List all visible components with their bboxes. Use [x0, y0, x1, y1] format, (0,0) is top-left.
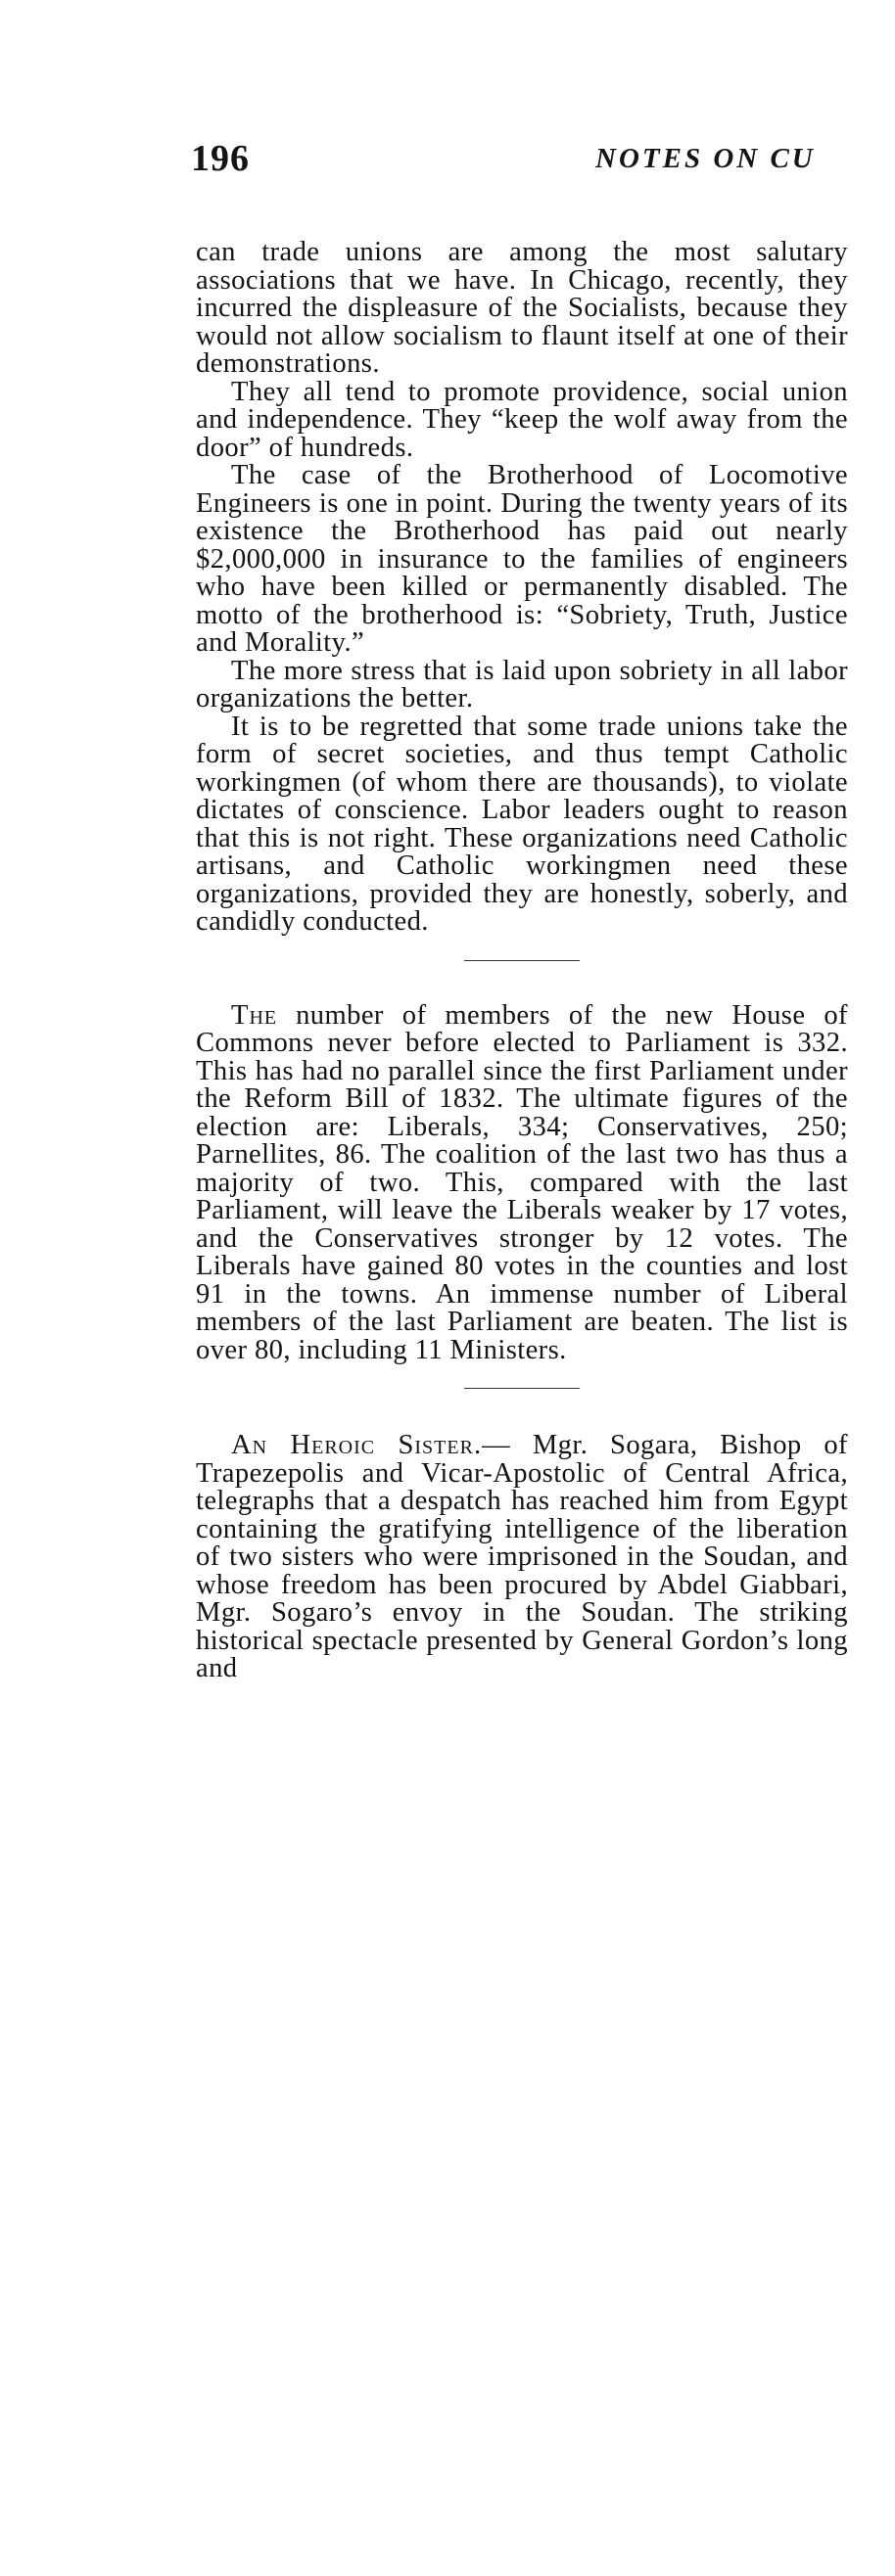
- section-divider: [464, 960, 580, 961]
- page-header: [191, 137, 895, 186]
- paragraph-providence: They all tend to promote providence, social union and independence. They “keep the wolf away from the door” of hundreds.: [196, 376, 848, 463]
- paragraph-sobriety: The more stress that is laid upon sobriety in all labor organizations the better.: [196, 655, 848, 713]
- paragraph-heroic-sister: [196, 1432, 848, 1683]
- text-column: [196, 239, 848, 1683]
- paragraph-trade-unions: can trade unions are among the most salutary associations that we have. In Chicago, recently, they incurred the displeasure of the Socialists, because they would not allow socialism to flaunt itself at one of their demonstrations.: [196, 237, 848, 379]
- running-head: NOTES ON CU: [595, 143, 816, 174]
- paragraph-brotherhood: The case of the Brotherhood of Locomotive Engineers is one in point. During the twenty years of its existence the Brotherhood has paid out nearly $2,000,000 in insurance to the families of engineers who have been killed or permanently disabled. The motto of the brotherhood is: “Sobriety, Truth, Justice and Morality.”: [196, 460, 848, 658]
- paragraph-text: — Mgr. Sogara, Bishop of Trapezepolis and Vicar-Apostolic of Central Africa, telegraphs that a despatch has reached him from Egypt containing the gratifying intelligence of the liberation of two sisters who were imprisoned in the Soudan, and whose freedom has been procured by Abdel Giabbari, Mgr. Sogaro’s envoy in the Soudan. The striking historical spectacle presented by General Gordon’s long and: [196, 1430, 848, 1683]
- lead-heading: An Heroic Sister.: [231, 1430, 483, 1460]
- section-divider: [464, 1388, 580, 1389]
- paragraph-secret-societies: It is to be regretted that some trade unions take the form of secret societies, and thus tempt Catholic workingmen (of whom there are thousands), to violate dictates of conscience. Labor leaders ought to reason that this is not right. These organizations need Catholic artisans, and Catholic workingmen need these organizations, provided they are honestly, soberly, and candidly conducted.: [196, 711, 848, 937]
- page-number: 196: [191, 138, 250, 179]
- paragraph-text: number of members of the new House of Commons never before elected to Parliament is 332. This has had no parallel since the first Parliament under the Reform Bill of 1832. The ultimate figures of the election are: Liberals, 334; Conservatives, 250; Parnellites, 86. The coalition of the last two has thus a majority of two. This, compared with the last Parliament, will leave the Liberals weaker by 17 votes, and the Conservatives stronger by 12 votes. The Liberals have gained 80 votes in the counties and lost 91 in the towns. An immense number of Liberal members of the last Parliament are beaten. The list is over 80, including 11 Ministers.: [196, 999, 848, 1365]
- lead-word: The: [231, 999, 278, 1031]
- paragraph-house-of-commons: [196, 999, 848, 1365]
